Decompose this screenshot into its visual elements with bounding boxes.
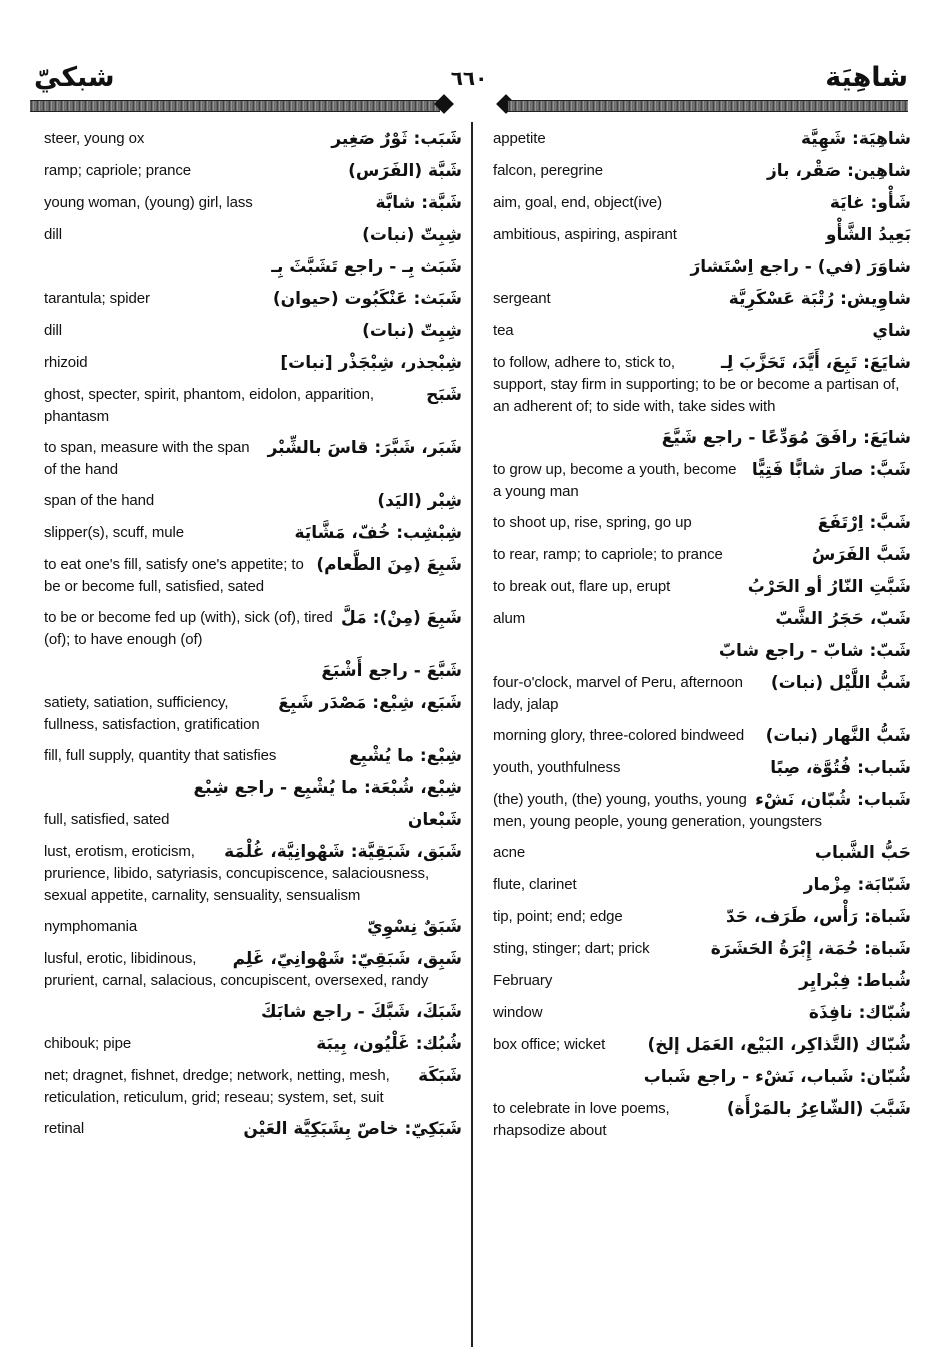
headword-arabic: شاوَرَ (في) - راجع اِسْتَشارَ <box>690 257 911 277</box>
definition-english: nymphomania <box>44 918 138 935</box>
headword-arabic: بَعِيدُ الشَّأْو <box>825 225 911 245</box>
dictionary-entry <box>44 320 462 343</box>
definition-english: rhizoid <box>44 354 88 371</box>
dictionary-entry <box>44 777 462 800</box>
dictionary-entry <box>493 1066 911 1089</box>
dictionary-entry <box>44 660 462 683</box>
headword-arabic: شَبُّ النَّهار (نبات) <box>765 726 911 746</box>
definition-english: fill, full supply, quantity that satisfies <box>44 747 277 764</box>
definition-english: morning glory, three-colored bindweed <box>493 727 745 744</box>
headword-arabic: شَبَكَ، شَبَّكَ - راجع شابَكَ <box>261 1002 462 1022</box>
headword-arabic: شَبَث بِـ - راجع تَشَبَّثَ بِـ <box>271 257 462 277</box>
definition-english: dill <box>44 322 62 339</box>
headword-arabic: شَبَّة: شابَّة <box>375 193 462 213</box>
definition-english: ghost, specter, spirit, phantom, eidolon, apparition, phantasm <box>44 386 374 425</box>
headword-arabic: شِبْع، شُبْعَة: ما يُشْبِع - راجع شِبْع <box>193 778 462 798</box>
definition-english: ambitious, aspiring, aspirant <box>493 226 677 243</box>
headword-arabic: شَبَّ: صارَ شابًّا فَتِيًّا <box>751 460 911 480</box>
definition-english: young woman, (young) girl, lass <box>44 194 253 211</box>
headword-arabic: شَبّابَة: مِزْمار <box>803 875 911 895</box>
definition-english: satiety, satiation, sufficiency, fullness, satisfaction, gratification <box>44 694 260 733</box>
headword-arabic: شَبّ، حَجَرُ الشَّبّ <box>775 609 911 629</box>
headword-arabic: شَبَّتِ النّارُ أو الحَرْبُ <box>747 577 911 597</box>
definition-english: window <box>493 1004 543 1021</box>
definition-english: lust, erotism, eroticism, prurience, libido, satyriasis, concupiscence, salaciousness, sexual appetite, carnality, sensuality, sensualism <box>44 843 430 904</box>
dictionary-entry <box>44 128 462 151</box>
dictionary-entry <box>44 841 462 907</box>
dictionary-entry <box>493 128 911 151</box>
dictionary-entry <box>44 692 462 736</box>
headword-arabic: شَبَّبَ (الشّاعِرُ بالمَرْأَة) <box>726 1099 911 1119</box>
dictionary-entry <box>44 352 462 375</box>
headword-arabic: شُبُك: غَلْيُون، بِيبَة <box>316 1034 462 1054</box>
definition-english: (the) youth, (the) young, youths, young men, young people, young generation, youngsters <box>493 791 822 830</box>
definition-english: chibouk; pipe <box>44 1035 132 1052</box>
dictionary-entry <box>493 608 911 631</box>
headword-arabic: شُبّاك: نافِذَة <box>808 1003 911 1023</box>
headword-arabic: شَبَّ الفَرَسُ <box>811 545 911 565</box>
dictionary-entry <box>493 320 911 343</box>
dictionary-entry <box>44 554 462 598</box>
definition-english: tea <box>493 322 514 339</box>
dictionary-entry <box>44 607 462 651</box>
dictionary-entry <box>493 842 911 865</box>
definition-english: sting, stinger; dart; prick <box>493 940 650 957</box>
dictionary-entry <box>493 640 911 663</box>
dictionary-entry <box>493 725 911 748</box>
page-number: ٦٦٠ <box>450 66 488 90</box>
header-rule-right <box>508 100 908 112</box>
headword-arabic: شَبْعان <box>407 810 462 830</box>
definition-english: appetite <box>493 130 546 147</box>
dictionary-entry <box>493 512 911 535</box>
dictionary-entry <box>493 1034 911 1057</box>
running-header-right: شاهِيَة <box>825 62 908 93</box>
definition-english: flute, clarinet <box>493 876 577 893</box>
headword-arabic: شُبّان: شَباب، نَشْء - راجع شَباب <box>643 1067 911 1087</box>
headword-arabic: شُباط: فِبْرايِر <box>799 971 911 991</box>
dictionary-entry <box>44 192 462 215</box>
headword-arabic: شَبَّ: اِرْتَفَعَ <box>817 513 911 533</box>
headword-arabic: شَبَّة (الفَرَس) <box>348 161 462 181</box>
dictionary-entry <box>44 1001 462 1024</box>
dictionary-entry <box>44 916 462 939</box>
dictionary-entry <box>493 970 911 993</box>
headword-arabic: شَبَكَة <box>418 1066 462 1086</box>
dictionary-entry <box>44 256 462 279</box>
headword-arabic: شَبَقٌ نِسْوِيّ <box>367 917 462 937</box>
dictionary-entry <box>44 224 462 247</box>
headword-arabic: شَبِق، شَبَقِيّ: شَهْوانِيّ، غَلِم <box>232 949 462 969</box>
dictionary-entry <box>44 948 462 992</box>
definition-english: to eat one's fill, satisfy one's appetite; to be or become full, satisfied, sated <box>44 556 304 595</box>
dictionary-entry <box>493 906 911 929</box>
dictionary-entry <box>44 522 462 545</box>
dictionary-entry <box>493 192 911 215</box>
headword-arabic: شِبِتّ (نبات) <box>362 225 462 245</box>
left-column <box>44 128 462 1150</box>
right-column <box>493 128 911 1151</box>
dictionary-entry <box>493 938 911 961</box>
headword-arabic: شَبَكِيّ: خاصّ بِشَبَكِيَّة العَيْن <box>243 1119 462 1139</box>
definition-english: slipper(s), scuff, mule <box>44 524 184 541</box>
dictionary-entry <box>493 160 911 183</box>
headword-arabic: شِبْر (اليَد) <box>377 491 462 511</box>
running-header-left: شبكيّ <box>34 62 115 93</box>
dictionary-entry <box>493 256 911 279</box>
dictionary-entry <box>493 288 911 311</box>
headword-arabic: شَباة: حُمَة، إِبْرَةُ الحَشَرَة <box>710 939 911 959</box>
headword-arabic: شَبَب: ثَوْرٌ صَغِير <box>331 129 462 149</box>
headword-arabic: شَبِعَ (مِنَ الطَّعام) <box>316 555 462 575</box>
definition-english: net; dragnet, fishnet, dredge; network, netting, mesh, reticulation, reticulum, grid; reseau; system, set, suit <box>44 1067 390 1106</box>
headword-arabic: شاهِيَة: شَهِيَّة <box>800 129 911 149</box>
headword-arabic: شُبّاك (التَّذاكِر، البَيْع، العَمَل إلخ) <box>647 1035 911 1055</box>
definition-english: to follow, adhere to, stick to, support, stay firm in supporting; to be or become a partisan of, an adherent of; to side with, take sides with <box>493 354 900 415</box>
definition-english: February <box>493 972 553 989</box>
definition-english: to be or become fed up (with), sick (of), tired (of); to have enough (of) <box>44 609 333 648</box>
headword-arabic: شاهِين: صَقْر، باز <box>766 161 911 181</box>
headword-arabic: شَباة: رَأْس، طَرَف، حَدّ <box>725 907 911 927</box>
definition-english: to rear, ramp; to capriole; to prance <box>493 546 723 563</box>
definition-english: sergeant <box>493 290 551 307</box>
headword-arabic: شايَعَ: تَبِعَ، أَيَّدَ، تَحَزَّبَ لِـ <box>721 353 911 373</box>
definition-english: to grow up, become a youth, become a young man <box>493 461 737 500</box>
definition-english: to break out, flare up, erupt <box>493 578 671 595</box>
headword-arabic: شِبْجذر، شِبْجَذْر [نبات] <box>280 353 462 373</box>
headword-arabic: شَباب: فُتُوَّة، صِبًا <box>770 758 911 778</box>
headword-arabic: شَبُّ اللَّيْل (نبات) <box>770 673 911 693</box>
definition-english: acne <box>493 844 526 861</box>
definition-english: steer, young ox <box>44 130 145 147</box>
headword-arabic: شِبْشِب: خُفّ، مَشَّايَة <box>294 523 462 543</box>
dictionary-entry <box>44 288 462 311</box>
definition-english: to shoot up, rise, spring, go up <box>493 514 692 531</box>
dictionary-entry <box>44 745 462 768</box>
dictionary-entry <box>493 459 911 503</box>
definition-english: youth, youthfulness <box>493 759 621 776</box>
dictionary-entry <box>44 160 462 183</box>
definition-english: four-o'clock, marvel of Peru, afternoon lady, jalap <box>493 674 743 713</box>
definition-english: tarantula; spider <box>44 290 150 307</box>
definition-english: to span, measure with the span of the hand <box>44 439 250 478</box>
dictionary-entry <box>493 576 911 599</box>
dictionary-entry <box>493 427 911 450</box>
headword-arabic: شاي <box>872 321 911 341</box>
headword-arabic: شَبَع، شِبْع: مَصْدَر شَبِعَ <box>278 693 462 713</box>
headword-arabic: شاوِيش: رُتْبَة عَسْكَرِيَّة <box>728 289 911 309</box>
dictionary-entry <box>493 1098 911 1142</box>
definition-english: dill <box>44 226 62 243</box>
dictionary-entry <box>44 1118 462 1141</box>
definition-english: falcon, peregrine <box>493 162 604 179</box>
dictionary-entry <box>44 490 462 513</box>
definition-english: alum <box>493 610 526 627</box>
definition-english: box office; wicket <box>493 1036 606 1053</box>
dictionary-entry <box>493 757 911 780</box>
headword-arabic: شَبَث: عَنْكَبُوت (حيوان) <box>272 289 462 309</box>
headword-arabic: شَبَّعَ - راجع أَشْبَعَ <box>321 661 462 681</box>
dictionary-entry <box>493 224 911 247</box>
definition-english: span of the hand <box>44 492 155 509</box>
headword-arabic: شَبَح <box>426 385 462 405</box>
definition-english: ramp; capriole; prance <box>44 162 192 179</box>
header-rule-left <box>30 100 440 112</box>
definition-english: lusful, erotic, libidinous, prurient, carnal, salacious, concupiscent, oversexed, randy <box>44 950 429 989</box>
headword-arabic: شايَعَ: رافَقَ مُوَدِّعًا - راجع شَيَّعَ <box>661 428 911 448</box>
definition-english: aim, goal, end, object(ive) <box>493 194 663 211</box>
dictionary-entry <box>493 544 911 567</box>
dictionary-entry <box>44 1065 462 1109</box>
definition-english: retinal <box>44 1120 85 1137</box>
dictionary-entry <box>493 789 911 833</box>
dictionary-entry <box>44 809 462 832</box>
dictionary-entry <box>493 874 911 897</box>
dictionary-entry <box>44 437 462 481</box>
dictionary-entry <box>493 1002 911 1025</box>
headword-arabic: شِبْع: ما يُشْبِع <box>348 746 462 766</box>
dictionary-entry <box>44 1033 462 1056</box>
headword-arabic: شَباب: شُبّان، نَشْء <box>755 790 911 810</box>
column-divider <box>471 122 473 1347</box>
headword-arabic: شَبّ: شابّ - راجع شابّ <box>718 641 911 661</box>
definition-english: tip, point; end; edge <box>493 908 623 925</box>
headword-arabic: شِبِتّ (نبات) <box>362 321 462 341</box>
dictionary-entry <box>44 384 462 428</box>
dictionary-entry <box>493 672 911 716</box>
headword-arabic: شَبَر، شَبَّرَ: قاسَ بالشِّبْر <box>267 438 462 458</box>
headword-arabic: شَبَق، شَبَقِيَّة: شَهْوانِيَّة، غُلْمَة <box>224 842 462 862</box>
headword-arabic: شَأْو: غايَة <box>829 193 911 213</box>
definition-english: full, satisfied, sated <box>44 811 170 828</box>
headword-arabic: حَبُّ الشَّباب <box>814 843 911 863</box>
headword-arabic: شَبِعَ (مِنْ): مَلَّ <box>341 608 462 628</box>
definition-english: to celebrate in love poems, rhapsodize about <box>493 1100 670 1139</box>
dictionary-entry <box>493 352 911 418</box>
